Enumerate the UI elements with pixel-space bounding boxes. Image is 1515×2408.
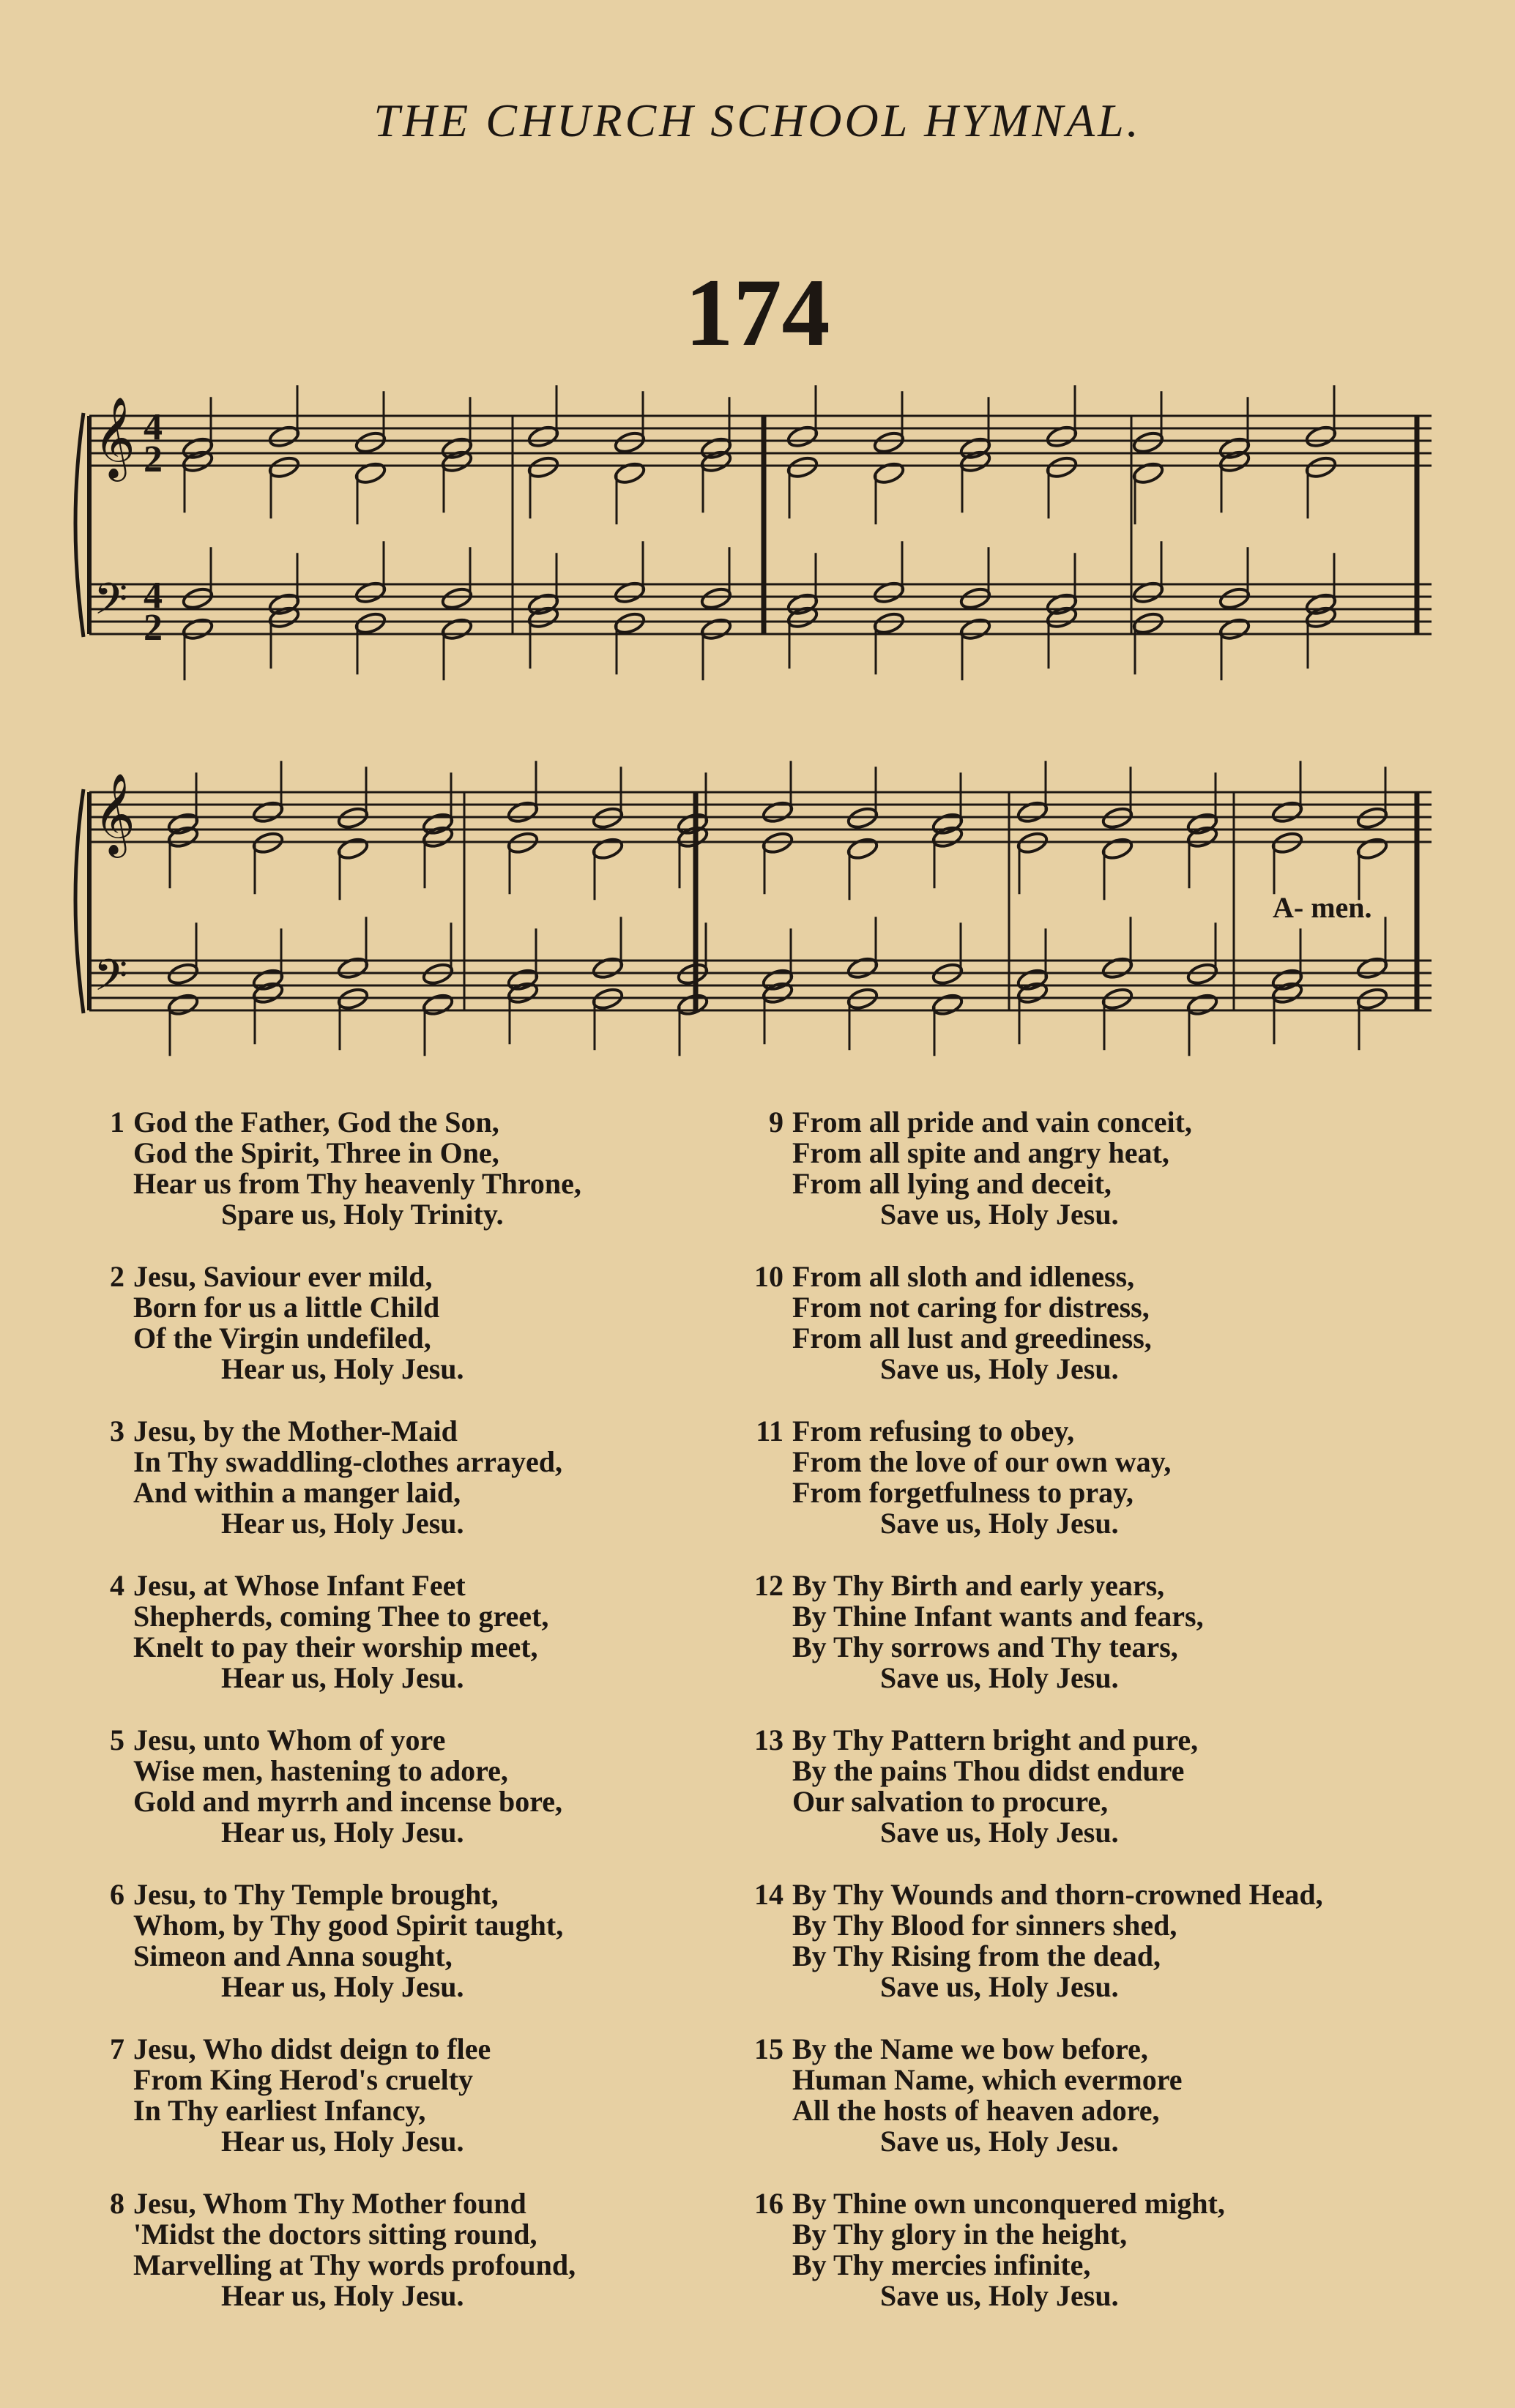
stanzas-right-column xyxy=(747,1107,1450,2343)
stanza xyxy=(88,1725,791,1879)
note-head xyxy=(421,824,454,849)
stanza-line xyxy=(747,1725,1450,1756)
treble-clef-icon: 𝄞 xyxy=(94,772,135,854)
stanza-line xyxy=(747,1199,1450,1230)
stanza-line xyxy=(88,1725,791,1756)
stanza-line-text: Hear us, Holy Jesu. xyxy=(221,1816,464,1849)
stanza-line xyxy=(747,1477,1450,1508)
stanza-line xyxy=(88,1817,791,1848)
note-head xyxy=(846,836,879,861)
note-head xyxy=(591,955,624,980)
note-head xyxy=(676,992,709,1017)
stanza-line-text: By Thine own unconquered might, xyxy=(792,2187,1225,2220)
stanza xyxy=(747,2034,1450,2188)
note-head xyxy=(1218,586,1251,611)
stanza-line-text: Hear us, Holy Jesu. xyxy=(221,2125,464,2158)
note-head xyxy=(676,824,709,849)
stanza-line xyxy=(88,1632,791,1663)
stanza-number: 8 xyxy=(110,2187,124,2220)
stanza-line xyxy=(88,2281,791,2311)
stanza xyxy=(747,1879,1450,2034)
stanza-line-text: Human Name, which evermore xyxy=(792,2063,1183,2096)
stanza-number: 12 xyxy=(754,1569,783,1602)
bass-time-bottom: 2 xyxy=(144,607,163,649)
stanza-line-text: Save us, Holy Jesu. xyxy=(880,1352,1119,1385)
stanza-line xyxy=(747,1292,1450,1323)
note-head xyxy=(1101,836,1134,861)
stanza-line xyxy=(747,1879,1450,1910)
stanza-line-text: From all pride and vain conceit, xyxy=(792,1106,1192,1138)
stanza-line-text: Born for us a little Child xyxy=(133,1291,440,1324)
stanza-line-text: Hear us from Thy heavenly Throne, xyxy=(133,1167,581,1200)
stanza-number: 9 xyxy=(769,1106,783,1138)
stanza-line xyxy=(747,2281,1450,2311)
stanza-line xyxy=(88,1168,791,1199)
stanza-line-text: Whom, by Thy good Spirit taught, xyxy=(133,1909,564,1942)
stanza-line xyxy=(747,1972,1450,2002)
note-head xyxy=(181,436,214,461)
stanza-line xyxy=(747,1168,1450,1199)
note-head xyxy=(440,436,473,461)
stanza-line xyxy=(747,2034,1450,2065)
note-head xyxy=(1131,461,1164,485)
stanza-line xyxy=(747,2095,1450,2126)
stanza-line-text: From the love of our own way, xyxy=(792,1445,1172,1478)
stanza-number: 15 xyxy=(754,2032,783,2065)
stanza-line xyxy=(88,1107,791,1138)
bass-clef-icon: 𝄢 xyxy=(94,950,128,1011)
stanza xyxy=(747,1416,1450,1570)
stanza-line xyxy=(88,1292,791,1323)
note-head xyxy=(958,616,991,641)
stanza-line-text: Hear us, Holy Jesu. xyxy=(221,1970,464,2003)
stanza-line xyxy=(88,1972,791,2002)
stanza-line-text: Save us, Holy Jesu. xyxy=(880,1816,1119,1849)
note-head xyxy=(1045,592,1078,616)
stanza-line xyxy=(747,2188,1450,2219)
note-head xyxy=(1270,967,1303,992)
amen-lyric: A- men. xyxy=(1273,891,1372,924)
stanza-line-text: Jesu, Who didst deign to flee xyxy=(133,2032,491,2065)
note-head xyxy=(1185,992,1218,1017)
note-head xyxy=(591,836,624,861)
stanza-line-text: From all sloth and idleness, xyxy=(792,1260,1135,1293)
stanza-line-text: In Thy earliest Infancy, xyxy=(133,2094,426,2127)
stanza-line xyxy=(88,2126,791,2157)
stanza-line-text: Hear us, Holy Jesu. xyxy=(221,2279,464,2312)
stanza-line xyxy=(88,1477,791,1508)
stanza xyxy=(747,1261,1450,1416)
note-head xyxy=(1355,836,1388,861)
stanza-line xyxy=(88,2250,791,2281)
stanza-line-text: Save us, Holy Jesu. xyxy=(880,1198,1119,1231)
stanza-line-text: By Thine Infant wants and fears, xyxy=(792,1600,1204,1633)
hymn-number: 174 xyxy=(685,258,830,366)
stanza-line xyxy=(88,1879,791,1910)
stanza-number: 5 xyxy=(110,1723,124,1756)
stanza-line xyxy=(88,1601,791,1632)
stanza-line-text: By the pains Thou didst endure xyxy=(792,1754,1185,1787)
note-head xyxy=(872,430,905,455)
stanza-line-text: Simeon and Anna sought, xyxy=(133,1939,453,1972)
stanza-line-text: And within a manger laid, xyxy=(133,1476,461,1509)
stanza-line xyxy=(747,1786,1450,1817)
stanza-line-text: Shepherds, coming Thee to greet, xyxy=(133,1600,549,1633)
stanza-number: 2 xyxy=(110,1260,124,1293)
stanza-line xyxy=(747,1756,1450,1786)
stanza-line xyxy=(747,1910,1450,1941)
note-head xyxy=(699,616,732,641)
stanza xyxy=(747,1107,1450,1261)
note-head xyxy=(1016,980,1049,1005)
stanza-line-text: By the Name we bow before, xyxy=(792,2032,1148,2065)
stanza-line xyxy=(747,1570,1450,1601)
stanza-line xyxy=(747,1663,1450,1693)
note-head xyxy=(1355,955,1388,980)
stanza-number: 11 xyxy=(756,1414,783,1447)
stanza-line-text: Save us, Holy Jesu. xyxy=(880,1661,1119,1694)
stanza-line-text: By Thy Wounds and thorn-crowned Head, xyxy=(792,1878,1323,1911)
note-head xyxy=(872,611,905,635)
note-head xyxy=(699,586,732,611)
stanza-line xyxy=(88,1199,791,1230)
stanza-line xyxy=(88,2065,791,2095)
stanza-line-text: In Thy swaddling-clothes arrayed, xyxy=(133,1445,563,1478)
note-head xyxy=(506,799,539,824)
stanza xyxy=(747,1570,1450,1725)
stanza-line-text: From forgetfulness to pray, xyxy=(792,1476,1134,1509)
stanza-line-text: From refusing to obey, xyxy=(792,1414,1075,1447)
stanza-line xyxy=(88,1447,791,1477)
treble-clef-icon: 𝄞 xyxy=(94,396,135,478)
stanza-line-text: Jesu, by the Mother-Maid xyxy=(133,1414,458,1447)
note-head xyxy=(613,430,646,455)
note-head xyxy=(1304,455,1337,480)
note-head xyxy=(526,455,559,480)
note-head xyxy=(336,836,369,861)
note-head xyxy=(613,611,646,635)
note-head xyxy=(1218,436,1251,461)
stanza-line xyxy=(747,1354,1450,1384)
stanza-line xyxy=(747,2219,1450,2250)
stanza-line-text: Of the Virgin undefiled, xyxy=(133,1322,431,1354)
stanza-line xyxy=(747,1107,1450,1138)
stanza-line xyxy=(88,1354,791,1384)
note-head xyxy=(699,436,732,461)
stanza-line-text: By Thy sorrows and Thy tears, xyxy=(792,1630,1178,1663)
note-head xyxy=(761,799,794,824)
note-head xyxy=(846,955,879,980)
stanza-line-text: All the hosts of heaven adore, xyxy=(792,2094,1160,2127)
note-head xyxy=(440,616,473,641)
stanza-line-text: Jesu, Saviour ever mild, xyxy=(133,1260,433,1293)
note-head xyxy=(166,824,199,849)
stanza-line-text: From all spite and angry heat, xyxy=(792,1136,1169,1169)
stanza-line xyxy=(88,2034,791,2065)
bass-staff xyxy=(89,961,1432,1010)
stanza-line-text: By Thy glory in the height, xyxy=(792,2218,1128,2251)
note-head xyxy=(181,586,214,611)
stanza-line-text: Save us, Holy Jesu. xyxy=(880,2279,1119,2312)
note-head xyxy=(958,586,991,611)
stanza-line-text: From not caring for distress, xyxy=(792,1291,1150,1324)
bass-time-top: 4 xyxy=(144,575,163,616)
stanza-line-text: By Thy Rising from the dead, xyxy=(792,1939,1161,1972)
stanza-line-text: Hear us, Holy Jesu. xyxy=(221,1507,464,1540)
note-head xyxy=(251,967,284,992)
stanza-line-text: By Thy Pattern bright and pure, xyxy=(792,1723,1199,1756)
note-head xyxy=(1185,811,1218,836)
stanza-line-text: Hear us, Holy Jesu. xyxy=(221,1352,464,1385)
treble-time-top: 4 xyxy=(144,406,163,448)
stanza-line-text: Our salvation to procure, xyxy=(792,1785,1109,1818)
stanza xyxy=(88,1416,791,1570)
note-head xyxy=(613,461,646,485)
stanza-number: 16 xyxy=(754,2187,783,2220)
stanza-line-text: Wise men, hastening to adore, xyxy=(133,1754,508,1787)
stanza-line-text: Save us, Holy Jesu. xyxy=(880,1970,1119,2003)
note-head xyxy=(354,461,387,485)
note-head xyxy=(931,824,964,849)
note-head xyxy=(1270,980,1303,1005)
stanza-line-text: By Thy Blood for sinners shed, xyxy=(792,1909,1177,1942)
stanza-line xyxy=(747,1601,1450,1632)
running-title: THE CHURCH SCHOOL HYMNAL. xyxy=(373,94,1142,146)
treble-time-bottom: 2 xyxy=(144,439,163,480)
note-head xyxy=(786,455,819,480)
note-head xyxy=(676,811,709,836)
stanza-line xyxy=(747,1261,1450,1292)
note-head xyxy=(506,967,539,992)
note-head xyxy=(526,592,559,616)
stanza-number: 14 xyxy=(754,1878,783,1911)
note-head xyxy=(354,611,387,635)
note-head xyxy=(166,992,199,1017)
stanza-line xyxy=(88,1756,791,1786)
stanza-line-text: From King Herod's cruelty xyxy=(133,2063,474,2096)
note-head xyxy=(267,592,300,616)
stanza-line-text: By Thy Birth and early years, xyxy=(792,1569,1165,1602)
stanza-number: 3 xyxy=(110,1414,124,1447)
note-head xyxy=(421,811,454,836)
note-head xyxy=(1016,799,1049,824)
stanza-line xyxy=(88,1910,791,1941)
stanza-line xyxy=(747,1632,1450,1663)
stanza-line-text: Save us, Holy Jesu. xyxy=(880,2125,1119,2158)
stanza-line-text: Jesu, Whom Thy Mother found xyxy=(133,2187,526,2220)
stanza-line-text: Gold and myrrh and incense bore, xyxy=(133,1785,562,1818)
note-head xyxy=(354,430,387,455)
note-head xyxy=(336,955,369,980)
stanza xyxy=(88,1879,791,2034)
stanzas-left-column xyxy=(88,1107,791,2343)
stanza xyxy=(88,1570,791,1725)
stanza-line xyxy=(88,1261,791,1292)
stanza-line-text: God the Spirit, Three in One, xyxy=(133,1136,499,1169)
stanza-line xyxy=(88,2219,791,2250)
stanza-line-text: God the Father, God the Son, xyxy=(133,1106,499,1138)
note-head xyxy=(958,436,991,461)
note-head xyxy=(251,980,284,1005)
stanza xyxy=(747,1725,1450,1879)
note-head xyxy=(931,992,964,1017)
note-head xyxy=(786,592,819,616)
stanza-number: 6 xyxy=(110,1878,124,1911)
stanza-line-text: Knelt to pay their worship meet, xyxy=(133,1630,538,1663)
note-head xyxy=(1185,824,1218,849)
stanza-line xyxy=(747,1416,1450,1447)
stanza-line xyxy=(747,1941,1450,1972)
stanza-line-text: From all lust and greediness, xyxy=(792,1322,1152,1354)
stanza-line-text: Hear us, Holy Jesu. xyxy=(221,1661,464,1694)
note-head xyxy=(1218,616,1251,641)
note-head xyxy=(440,586,473,611)
stanza-line xyxy=(88,1416,791,1447)
note-head xyxy=(1131,611,1164,635)
stanza-line xyxy=(88,1323,791,1354)
stanza-number: 4 xyxy=(110,1569,124,1602)
stanza-line xyxy=(747,2250,1450,2281)
stanza-line xyxy=(747,1817,1450,1848)
stanza-line-text: Jesu, unto Whom of yore xyxy=(133,1723,446,1756)
note-head xyxy=(267,455,300,480)
stanza-line-text: Spare us, Holy Trinity. xyxy=(221,1198,504,1231)
stanza-line xyxy=(88,1508,791,1539)
stanza-line-text: From all lying and deceit, xyxy=(792,1167,1112,1200)
note-head xyxy=(1101,955,1134,980)
note-head xyxy=(506,980,539,1005)
note-head xyxy=(761,967,794,992)
stanza-line xyxy=(88,1570,791,1601)
stanza-line-text: Marvelling at Thy words profound, xyxy=(133,2248,576,2281)
stanza-line xyxy=(747,1138,1450,1168)
stanza-number: 13 xyxy=(754,1723,783,1756)
stanza-line xyxy=(88,2095,791,2126)
stanza xyxy=(88,2188,791,2343)
note-head xyxy=(251,799,284,824)
stanza-line xyxy=(747,2065,1450,2095)
stanza-line-text: Jesu, to Thy Temple brought, xyxy=(133,1878,499,1911)
note-head xyxy=(421,992,454,1017)
stanza-line-text: By Thy mercies infinite, xyxy=(792,2248,1091,2281)
stanza-line xyxy=(88,1786,791,1817)
stanza-line xyxy=(747,1447,1450,1477)
note-head xyxy=(872,461,905,485)
stanza-line-text: Save us, Holy Jesu. xyxy=(880,1507,1119,1540)
stanza-number: 10 xyxy=(754,1260,783,1293)
stanza-line-text: 'Midst the doctors sitting round, xyxy=(133,2218,537,2251)
stanza-line xyxy=(88,1138,791,1168)
note-head xyxy=(1270,799,1303,824)
stanza-line xyxy=(747,1508,1450,1539)
stanza xyxy=(747,2188,1450,2343)
bass-clef-icon: 𝄢 xyxy=(94,573,128,635)
stanza xyxy=(88,2034,791,2188)
note-head xyxy=(1304,592,1337,616)
stanza-line xyxy=(747,2126,1450,2157)
stanza-number: 1 xyxy=(110,1106,124,1138)
note-head xyxy=(931,811,964,836)
note-head xyxy=(1131,430,1164,455)
note-head xyxy=(1016,967,1049,992)
stanza xyxy=(88,1107,791,1261)
note-head xyxy=(166,811,199,836)
note-head xyxy=(1045,455,1078,480)
stanza xyxy=(88,1261,791,1416)
stanza-line xyxy=(88,1663,791,1693)
stanza-line-text: Jesu, at Whose Infant Feet xyxy=(133,1569,466,1602)
stanza-line xyxy=(747,1323,1450,1354)
note-head xyxy=(761,980,794,1005)
stanza-number: 7 xyxy=(110,2032,124,2065)
stanza-line xyxy=(88,1941,791,1972)
stanza-line xyxy=(88,2188,791,2219)
note-head xyxy=(181,616,214,641)
treble-staff xyxy=(89,792,1432,842)
